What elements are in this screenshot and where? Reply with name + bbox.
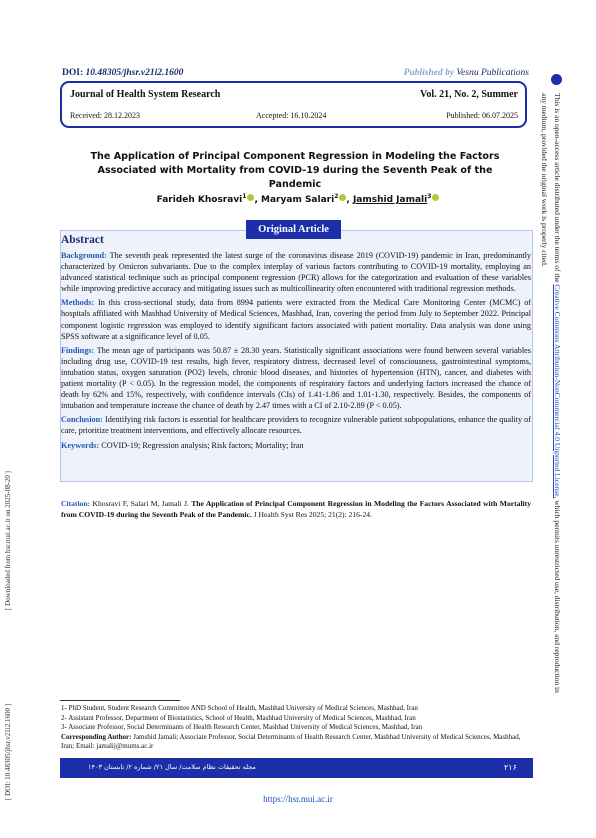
published-date: Published: 06.07.2025 (446, 111, 518, 120)
abstract-methods (61, 297, 531, 341)
license-text: which permits unrestricted use, distribution, and reproduction in (553, 500, 562, 693)
journal-url-link[interactable]: https://hsr.mui.ac.ir (263, 794, 333, 804)
section-heading: Findings: (61, 345, 95, 355)
abstract-body (61, 250, 531, 454)
published-by-label: Published by (403, 68, 455, 78)
creative-commons-icon (551, 74, 562, 85)
abstract-findings (61, 345, 531, 412)
section-text: COVID-19; Regression analysis; Risk factors; Mortality; Iran (101, 440, 304, 450)
author-affiliation-mark: 1 (242, 193, 247, 200)
affiliation-1: 1- PhD Student, Student Research Committee AND School of Health, Mashhad University of Medical Sciences, Mashhad, Iran (61, 704, 418, 712)
author-affiliation-mark: 2 (334, 193, 339, 200)
journal-volume: Vol. 21, No. 2, Summer (420, 89, 518, 100)
accepted-date: Accepted: 16.10.2024 (256, 111, 327, 120)
footnote-divider (60, 700, 180, 701)
citation-title: The Application of Principal Component Regression in Modeling the Factors Associated with Mortality from COVID-19 during the Seventh Peak of the Pandemic. (61, 499, 531, 519)
affiliation-2: 2- Assistant Professor, Department of Biostatistics, School of Health, Mashhad University of Medical Sciences, Mashhad, Iran (61, 713, 416, 722)
license-statement-line-2: any medium, provided the original work is properly cited. (540, 93, 549, 267)
section-text: The seventh peak represented the latest surge of the coronavirus disease 2019 (COVID-19) pandemic in Iran, predominantly characterized by Omicron subvariants. Due to the complex interplay of various factors contributing to COVID-19 mortality, employing an advanced statistical technique such as principal component regression (PCR) allows for the categorization and evaluation of these variables while improving predictive accuracy and mitigating issues such as multicollinearity often encountered with traditional regression methods. (61, 251, 532, 294)
footnotes (61, 704, 531, 752)
section-text: The mean age of participants was 50.87 ± 28.30 years. Statistically significant associations were found between several variables including drug use, COVID-19 test results, high fever, respiratory distress, decreased level of consciousness, gastrointestinal symptoms, intubation status, oxygen saturation (PO2) levels, chronic blood diseases, and histories of hypertension (HTN), cancer, and diabetes with patient mortality (P < 0.05). In the regression model, the components of respiratory factors and underlying factors increased the chance of death by 62% and 15%, respectively, with confidence intervals (CIs) of 1.41-1.86 and 1.01-1.30, respectively. Besides, the components of intubation and temperature increase the chance of death by 2.47 times with a CI of 2.10-2.89 (P < 0.05). (61, 345, 531, 411)
abstract-background (61, 250, 531, 294)
corresponding-label: Corresponding Author: (61, 732, 132, 741)
citation-label: Citation: (61, 499, 91, 508)
citation-block (61, 498, 531, 520)
margin-doi: [ DOI: 10.48305/jhsr.v21i2.1600 ] (4, 703, 12, 800)
section-text: Identifying risk factors is essential for healthcare providers to recognize vulnerable patient subpopulations, enhance the quality of care, prioritize treatment interventions, and effectively allocate resources. (61, 415, 532, 436)
doi-value[interactable]: 10.48305/jhsr.v21i2.1600 (85, 68, 184, 78)
footer-journal-persian: مجله تحقیقات نظام سلامت/ سال ۲۱/ شماره ۲/ تابستان ۱۴۰۳ (88, 763, 256, 771)
article-type-badge: Original Article (246, 220, 341, 239)
section-text: In this cross-sectional study, data from 8994 patients were extracted from the Medical Care Monitoring Center (MCMC) of hospitals affiliated with Mashhad University of Medical Sciences, Mashhad, Iran, covering the period from July to September 2022. Principal component logistic regression was employed to identify significant factors associated with patient mortality. Data analysis was done using SPSS software at a significance level of 0.05. (61, 298, 532, 341)
journal-name: Journal of Health System Research (70, 89, 221, 100)
citation-source: J Health Syst Res 2025; 21(2): 216-24. (253, 510, 372, 519)
publisher-line (404, 68, 529, 78)
affiliation-3: 3- Associate Professor, Social Determinants of Health Research Center, Mashhad University of Medical Sciences, Mashhad, Iran (61, 723, 423, 731)
section-heading: Methods: (61, 298, 95, 308)
corresponding-author-name: Jamshid Jamali (352, 195, 428, 205)
abstract-keywords (61, 440, 531, 451)
doi-label: DOI: (62, 68, 84, 78)
license-text: This is an open-access article distributed under the terms of the (553, 93, 562, 283)
footer-bar (60, 758, 533, 778)
publisher-name: Vesnu Publications (456, 68, 529, 78)
section-heading: Background: (61, 251, 107, 260)
section-heading: Keywords: (61, 440, 100, 450)
journal-info-box (60, 81, 527, 128)
corresponding-text: Jamshid Jamali; Associate Professor, Social Determinants of Health Research Center, Mashhad University of Medical Sciences, Mashhad, Iran; Email: jamalij@mums.ac.ir (61, 732, 521, 750)
author-name: Farideh Khosravi (156, 195, 243, 205)
doi-line[interactable] (62, 68, 183, 78)
author-affiliation-mark: 3 (427, 193, 432, 200)
page-number: ۲۱۶ (504, 763, 517, 772)
orcid-icon[interactable] (432, 194, 439, 201)
citation-authors: Khosravi F, Salari M, Jamali J. (92, 499, 189, 508)
orcid-icon[interactable] (247, 194, 254, 201)
corresponding-author (61, 733, 531, 752)
author-name: Maryam Salari (261, 195, 335, 205)
license-link[interactable]: Creative Commons Attribution-NonCommercial 4.0 Unported License, (553, 284, 562, 499)
article-title: The Application of Principal Component Regression in Modeling the Factors Associated with Mortality from COVID-19 during the Seventh Peak of the Pandemic (90, 151, 500, 190)
abstract-heading: Abstract (61, 234, 104, 246)
section-heading: Conclusion: (61, 415, 103, 425)
download-stamp: [ Downloaded from hsr.mui.ac.ir on 2025-08-20 ] (4, 471, 12, 610)
abstract-conclusion (61, 414, 531, 436)
orcid-icon[interactable] (339, 194, 346, 201)
license-statement (553, 93, 562, 753)
author-list: Farideh Khosravi$^1$ , Maryam Salari$^2$ , Jamshid Jamali$^3$ (0, 193, 596, 205)
received-date: Received: 28.12.2023 (70, 111, 140, 120)
